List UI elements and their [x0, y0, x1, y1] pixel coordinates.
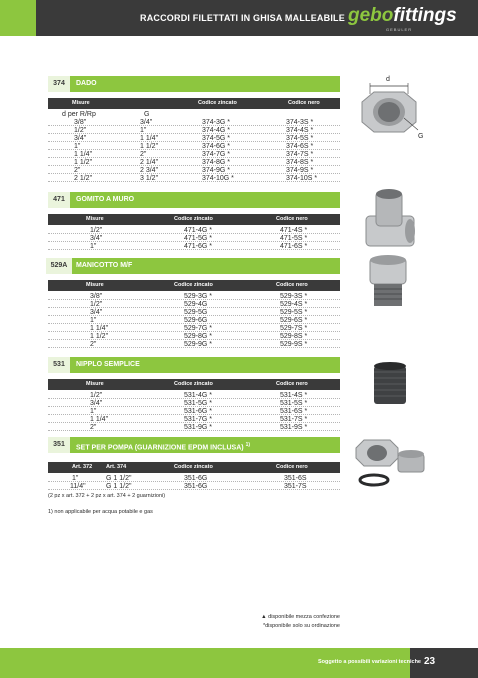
- dim-label-g: G: [418, 133, 424, 140]
- cell-zincato: 374-6G *: [202, 143, 231, 150]
- cell-nero: 351-6S: [284, 475, 307, 482]
- table-row: [48, 159, 340, 166]
- cell-nero: 374-7S *: [286, 151, 314, 158]
- cell-nero: 531-9S *: [280, 424, 308, 431]
- cell-g: 2 3/4": [140, 167, 159, 174]
- cell-g: 1 1/2": [140, 143, 159, 150]
- logo-gebo: gebo: [348, 5, 394, 26]
- brand-logo: [348, 6, 457, 26]
- col-misure: Misure: [86, 381, 104, 387]
- cell-zincato: 529-3G *: [184, 293, 213, 300]
- col-art-374: Art. 374: [106, 464, 127, 470]
- logo-subtitle: GEBULER: [386, 27, 413, 32]
- table-row: [48, 475, 340, 482]
- column-header-351: [48, 462, 340, 473]
- cell-d: 1/2": [74, 127, 87, 134]
- section-header-374: [48, 76, 340, 92]
- cell-art372: 11/4": [70, 483, 86, 490]
- cell-misure: 1": [90, 243, 97, 250]
- section-header-531: [48, 357, 340, 373]
- cell-d: 3/8": [74, 119, 87, 126]
- cell-misure: 1 1/4": [90, 416, 109, 423]
- col-codice-zincato: Codice zincato: [198, 100, 237, 106]
- product-image-dado: [352, 72, 432, 144]
- cell-nero: 529-6S *: [280, 317, 308, 324]
- table-row: [48, 301, 340, 308]
- section-number: 471: [48, 192, 70, 208]
- cell-d: 1": [74, 143, 81, 150]
- col-art-372: Art. 372: [72, 464, 93, 470]
- table-row: [48, 143, 340, 150]
- cell-zincato: 529-5G: [184, 309, 208, 316]
- cell-zincato: 531-7G *: [184, 416, 213, 423]
- footer-disclaimer: Soggetto a possibili variazioni tecniche: [318, 659, 421, 665]
- cell-misure: 3/4": [90, 400, 103, 407]
- table-row: [48, 408, 340, 415]
- product-image-set-pompa: [352, 434, 436, 490]
- table-row: [48, 135, 340, 142]
- set-composition-note: (2 pz x art. 372 + 2 pz x art. 374 + 2 guarnizioni): [48, 493, 166, 499]
- cell-misure: 2": [90, 341, 97, 348]
- section-number: 374: [48, 76, 70, 92]
- cell-g: 2": [140, 151, 147, 158]
- top-banner: [0, 0, 478, 36]
- table-row: [48, 325, 340, 332]
- cell-nero: 531-6S *: [280, 408, 308, 415]
- page-number: 23: [424, 656, 436, 667]
- table-row: [48, 309, 340, 316]
- cell-nero: 374-8S *: [286, 159, 314, 166]
- col-codice-nero: Codice nero: [276, 381, 308, 387]
- cell-nero: 471-4S *: [280, 227, 308, 234]
- sub-d: d per R/Rp: [62, 111, 96, 118]
- table-row: [48, 424, 340, 431]
- cell-nero: 471-6S *: [280, 243, 308, 250]
- table-row: [48, 341, 340, 348]
- section-number: 529A: [46, 258, 72, 274]
- cell-art372: 1": [72, 475, 79, 482]
- table-row: [48, 333, 340, 340]
- cell-zincato: 374-3G *: [202, 119, 231, 126]
- cell-nero: 529-7S *: [280, 325, 308, 332]
- table-row: [48, 175, 340, 182]
- cell-zincato: 351-6G: [184, 475, 208, 482]
- cell-nero: 531-5S *: [280, 400, 308, 407]
- table-row: [48, 392, 340, 399]
- cell-nero: 471-5S *: [280, 235, 308, 242]
- col-misure: Misure: [86, 282, 104, 288]
- cell-zincato: 531-5G *: [184, 400, 213, 407]
- cell-nero: 529-5S *: [280, 309, 308, 316]
- cell-zincato: 531-6G *: [184, 408, 213, 415]
- col-codice-zincato: Codice zincato: [174, 381, 213, 387]
- cell-nero: 531-4S *: [280, 392, 308, 399]
- top-banner-accent: [0, 0, 36, 36]
- cell-zincato: 374-7G *: [202, 151, 231, 158]
- cell-zincato: 531-4G *: [184, 392, 213, 399]
- table-row: [48, 400, 340, 407]
- section-title: [76, 437, 250, 456]
- cell-zincato: 529-4G: [184, 301, 208, 308]
- section-header-529a: [48, 258, 340, 274]
- table-row: [48, 317, 340, 324]
- cell-misure: 3/4": [90, 235, 103, 242]
- col-codice-nero: Codice nero: [288, 100, 320, 106]
- column-header-374: [48, 98, 340, 109]
- table-row: [48, 235, 340, 242]
- bottom-banner: [0, 648, 478, 678]
- dim-label-d: d: [386, 76, 390, 83]
- col-codice-zincato: Codice zincato: [174, 216, 213, 222]
- column-header-529a: [48, 280, 340, 291]
- section-number: 351: [48, 437, 70, 453]
- page-title: RACCORDI FILETTATI IN GHISA MALLEABILE: [140, 13, 345, 23]
- cell-nero: 374-4S *: [286, 127, 314, 134]
- cell-g: 3 1/2": [140, 175, 159, 182]
- cell-misure: 3/8": [90, 293, 103, 300]
- section-title: NIPPLO SEMPLICE: [76, 361, 140, 368]
- cell-d: 1 1/2": [74, 159, 93, 166]
- product-image-manicotto: [364, 252, 414, 312]
- legend-half-pack: ▲ disponibile mezza confezione: [261, 614, 340, 620]
- cell-zincato: 531-9G *: [184, 424, 213, 431]
- col-codice-zincato: Codice zincato: [174, 282, 213, 288]
- section-title-footnote-ref: 1): [245, 442, 251, 448]
- section-title-text: SET PER POMPA (GUARNIZIONE EPDM INCLUSA): [76, 444, 244, 452]
- col-misure: Misure: [72, 100, 90, 106]
- column-header-531: [48, 379, 340, 390]
- subheader-row: [48, 111, 340, 118]
- cell-misure: 1": [90, 408, 97, 415]
- cell-zincato: 529-8G *: [184, 333, 213, 340]
- cell-nero: 374-9S *: [286, 167, 314, 174]
- table-row: [48, 293, 340, 300]
- cell-zincato: 471-4G *: [184, 227, 213, 234]
- cell-d: 2 1/2": [74, 175, 93, 182]
- col-codice-nero: Codice nero: [276, 216, 308, 222]
- cell-zincato: 374-8G *: [202, 159, 231, 166]
- cell-g: 2 1/4": [140, 159, 159, 166]
- cell-nero: 374-3S *: [286, 119, 314, 126]
- col-misure: Misure: [86, 216, 104, 222]
- cell-zincato: 374-4G *: [202, 127, 231, 134]
- cell-art374: G 1 1/2": [106, 475, 132, 482]
- table-row: [48, 483, 340, 490]
- table-row: [48, 119, 340, 126]
- logo-fittings: fittings: [393, 5, 457, 26]
- cell-misure: 1": [90, 317, 97, 324]
- section-header-351: [48, 437, 340, 453]
- cell-zincato: 529-6G: [184, 317, 208, 324]
- cell-misure: 1 1/4": [90, 325, 109, 332]
- column-header-471: [48, 214, 340, 225]
- cell-art374: G 1 1/2": [106, 483, 132, 490]
- cell-d: 2": [74, 167, 81, 174]
- sub-g: G: [144, 111, 150, 118]
- cell-d: 1 1/4": [74, 151, 93, 158]
- cell-zincato: 529-7G *: [184, 325, 213, 332]
- section-title: MANICOTTO M/F: [76, 262, 133, 269]
- cell-zincato: 374-5G *: [202, 135, 231, 142]
- col-codice-nero: Codice nero: [276, 282, 308, 288]
- cell-nero: 529-8S *: [280, 333, 308, 340]
- cell-g: 1 1/4": [140, 135, 159, 142]
- cell-misure: 2": [90, 424, 97, 431]
- legend-on-order: *disponibile solo su ordinazione: [262, 623, 340, 629]
- cell-zincato: 471-6G *: [184, 243, 213, 250]
- col-codice-zincato: Codice zincato: [174, 464, 213, 470]
- cell-zincato: 471-5G *: [184, 235, 213, 242]
- cell-g: 3/4": [140, 119, 153, 126]
- table-row: [48, 227, 340, 234]
- table-row: [48, 416, 340, 423]
- section-header-471: [48, 192, 340, 208]
- cell-nero: 531-7S *: [280, 416, 308, 423]
- cell-zincato: 374-10G *: [202, 175, 234, 182]
- section-title: DADO: [76, 80, 97, 87]
- table-row: [48, 127, 340, 134]
- table-row: [48, 243, 340, 250]
- cell-nero: 529-3S *: [280, 293, 308, 300]
- cell-nero: 374-5S *: [286, 135, 314, 142]
- table-row: [48, 151, 340, 158]
- cell-misure: 1 1/2": [90, 333, 109, 340]
- cell-zincato: 374-9G *: [202, 167, 231, 174]
- cell-misure: 3/4": [90, 309, 103, 316]
- table-row: [48, 167, 340, 174]
- cell-g: 1": [140, 127, 147, 134]
- cell-misure: 1/2": [90, 227, 103, 234]
- cell-misure: 1/2": [90, 301, 103, 308]
- footnote-1: 1) non applicabile per acqua potabile e gas: [48, 509, 153, 515]
- col-codice-nero: Codice nero: [276, 464, 308, 470]
- cell-zincato: 529-9G *: [184, 341, 213, 348]
- cell-zincato: 351-6G: [184, 483, 208, 490]
- section-number: 531: [48, 357, 70, 373]
- product-image-nipplo: [368, 360, 412, 410]
- cell-nero: 374-10S *: [286, 175, 318, 182]
- product-image-gomito: [360, 186, 420, 250]
- cell-nero: 351-7S: [284, 483, 307, 490]
- cell-nero: 529-9S *: [280, 341, 308, 348]
- cell-nero: 529-4S *: [280, 301, 308, 308]
- section-title: GOMITO A MURO: [76, 196, 135, 203]
- cell-d: 3/4": [74, 135, 87, 142]
- cell-nero: 374-6S *: [286, 143, 314, 150]
- cell-misure: 1/2": [90, 392, 103, 399]
